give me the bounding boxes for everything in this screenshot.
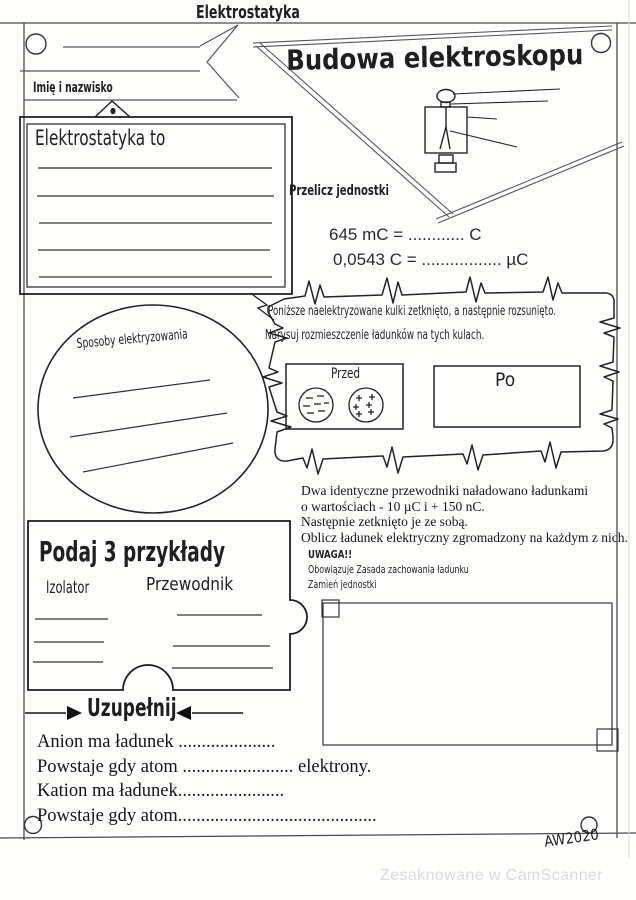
balls-instruction-1: Poniższe naelektryzowane kulki zetknięto, a następnie rozsunięto. [268, 304, 557, 319]
examples-title: Podaj 3 przykłady [39, 535, 226, 568]
after-label: Po [495, 369, 516, 391]
balls-instruction-2: Narysuj rozmieszczenie ładunków na tych kulach. [265, 328, 485, 343]
answer-box [322, 600, 618, 751]
charging-label: Sposoby elektryzowania [76, 326, 189, 352]
task-text [301, 483, 628, 545]
warning-label: UWAGA!! [308, 548, 353, 561]
units-heading: Przelicz jednostki [289, 183, 389, 199]
units-eq1: 645 mC = ............ C [329, 225, 482, 244]
examples-writing-lines [33, 615, 273, 668]
complete-line-1: Anion ma ładunek ..................... [37, 732, 276, 752]
camscanner-watermark: Zesaknowane w CamScanner [380, 867, 604, 884]
minus-charge-marks [303, 396, 329, 413]
before-label: Przed [331, 366, 361, 382]
page-title: Elektrostatyka [196, 2, 300, 23]
warning-note-1: Obowiązuje Zasada zachowania ładunku [308, 563, 469, 576]
electroscope-title: Budowa elektroskopu [286, 38, 584, 77]
complete-heading: Uzupełnij [87, 693, 177, 722]
examples-column-insulator: Izolator [46, 578, 90, 598]
electroscope-icon [425, 89, 560, 172]
charged-balls-drawing [299, 388, 383, 422]
units-eq2: 0,0543 C = ................. µC [333, 250, 529, 269]
warning-note-2: Zamień jednostki [308, 578, 377, 591]
examples-column-conductor: Przewodnik [146, 574, 234, 595]
definition-writing-lines [37, 168, 274, 277]
name-label: Imię i nazwisko [33, 80, 113, 96]
definition-box-title: Elektrostatyka to [35, 126, 166, 150]
right-arrowhead-icon [67, 706, 82, 720]
task-line-1: Dwa identyczne przewodniki naładowano ładunkami [301, 483, 589, 498]
negative-ball-icon [299, 388, 333, 422]
plus-charge-marks [353, 394, 375, 417]
task-line-4: Oblicz ładunek elektryczny zgromadzony na każdym z nich. [301, 529, 628, 545]
task-line-3: Następnie zetknięto je ze sobą. [301, 514, 468, 529]
complete-lines [37, 730, 377, 828]
left-arrowhead-icon [176, 706, 191, 720]
complete-line-2: Powstaje gdy atom ........................ elektrony. [37, 756, 372, 777]
author-signature: AW2020 [543, 825, 600, 851]
charging-writing-lines [70, 380, 233, 472]
complete-line-4: Powstaje gdy atom........................................... [37, 805, 377, 826]
complete-line-3: Kation ma ładunek....................... [37, 781, 285, 801]
task-line-2: o wartościach - 10 µC i + 150 nC. [301, 498, 485, 514]
